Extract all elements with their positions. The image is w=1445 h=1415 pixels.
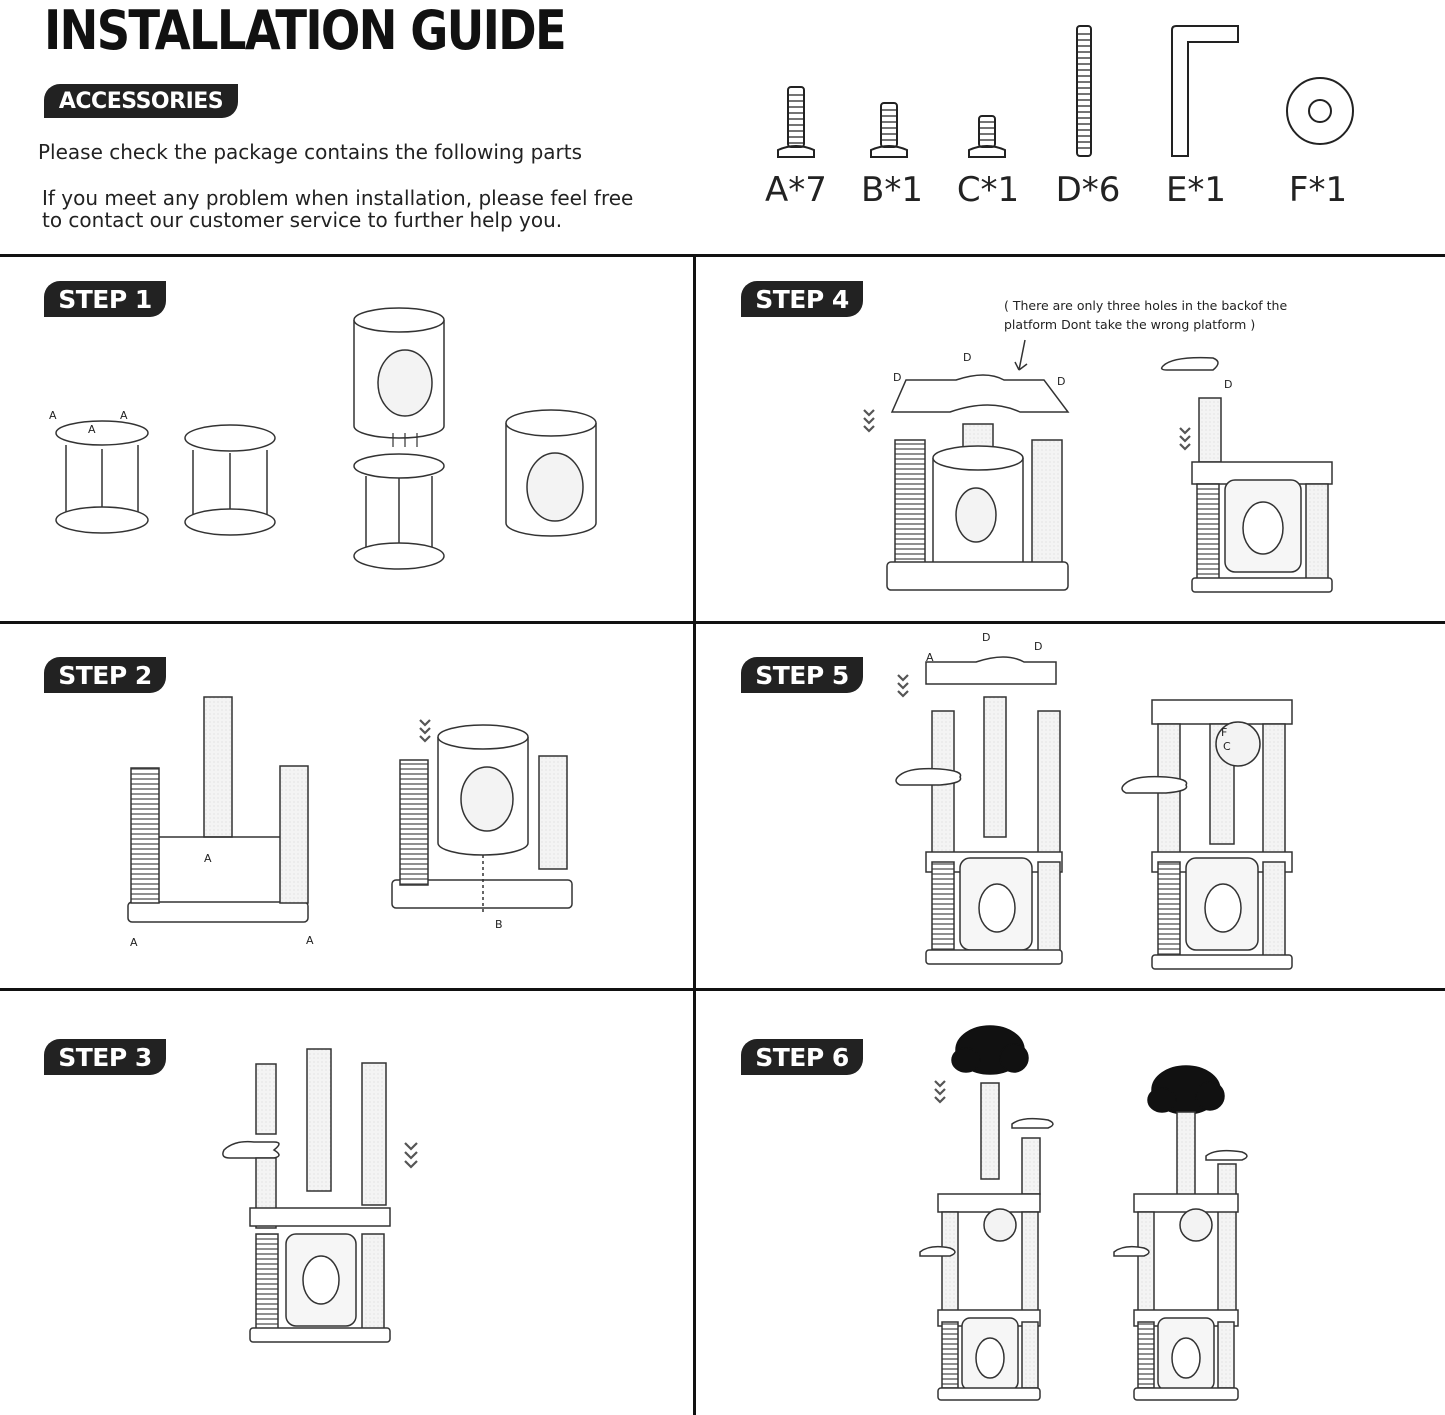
callout-a: A	[926, 651, 934, 664]
step-4-illustration	[887, 340, 1332, 592]
step-3-badge: STEP 3	[44, 1039, 166, 1075]
support-text-line-1: If you meet any problem when installation, please feel free	[42, 186, 634, 210]
callout-d: D	[1034, 640, 1043, 653]
callout-d: D	[893, 371, 902, 384]
step-6-badge: STEP 6	[741, 1039, 863, 1075]
callout-a: A	[49, 409, 57, 422]
part-label-f: F*1	[1288, 170, 1348, 210]
callout-d: D	[982, 631, 991, 644]
step-5-badge: STEP 5	[741, 657, 863, 693]
step-5-illustration	[896, 631, 1292, 969]
callout-a: A	[130, 936, 138, 949]
step-3-illustration	[223, 1049, 390, 1342]
callout-b: B	[495, 918, 503, 931]
callout-a: A	[306, 934, 314, 947]
callout-a: A	[120, 409, 128, 422]
step-2-badge: STEP 2	[44, 657, 166, 693]
part-label-a: A*7	[765, 170, 827, 210]
step-4-note-line-2: platform Dont take the wrong platform )	[1004, 317, 1256, 332]
part-label-c: C*1	[956, 170, 1020, 210]
step-4-badge: STEP 4	[741, 281, 863, 317]
part-label-d: D*6	[1055, 170, 1121, 210]
step-6-illustration	[920, 1026, 1247, 1400]
page-title: INSTALLATION GUIDE	[44, 0, 566, 62]
callout-c: C	[1223, 740, 1231, 753]
part-label-e: E*1	[1165, 170, 1227, 210]
callout-a: A	[204, 852, 212, 865]
accessories-badge: ACCESSORIES	[44, 84, 238, 118]
callout-a: A	[88, 423, 96, 436]
callout-d: D	[1057, 375, 1066, 388]
callout-d: D	[1224, 378, 1233, 391]
check-package-text: Please check the package contains the following parts	[38, 140, 583, 164]
step-2-illustration	[128, 697, 572, 949]
callout-f: F	[1221, 726, 1228, 739]
callout-d: D	[963, 351, 972, 364]
step-1-illustration	[49, 308, 596, 569]
step-1-badge: STEP 1	[44, 281, 166, 317]
step-4-note-line-1: ( There are only three holes in the backof the	[1004, 298, 1288, 313]
support-text-line-2: to contact our customer service to further help you.	[42, 208, 563, 232]
part-label-b: B*1	[861, 170, 923, 210]
